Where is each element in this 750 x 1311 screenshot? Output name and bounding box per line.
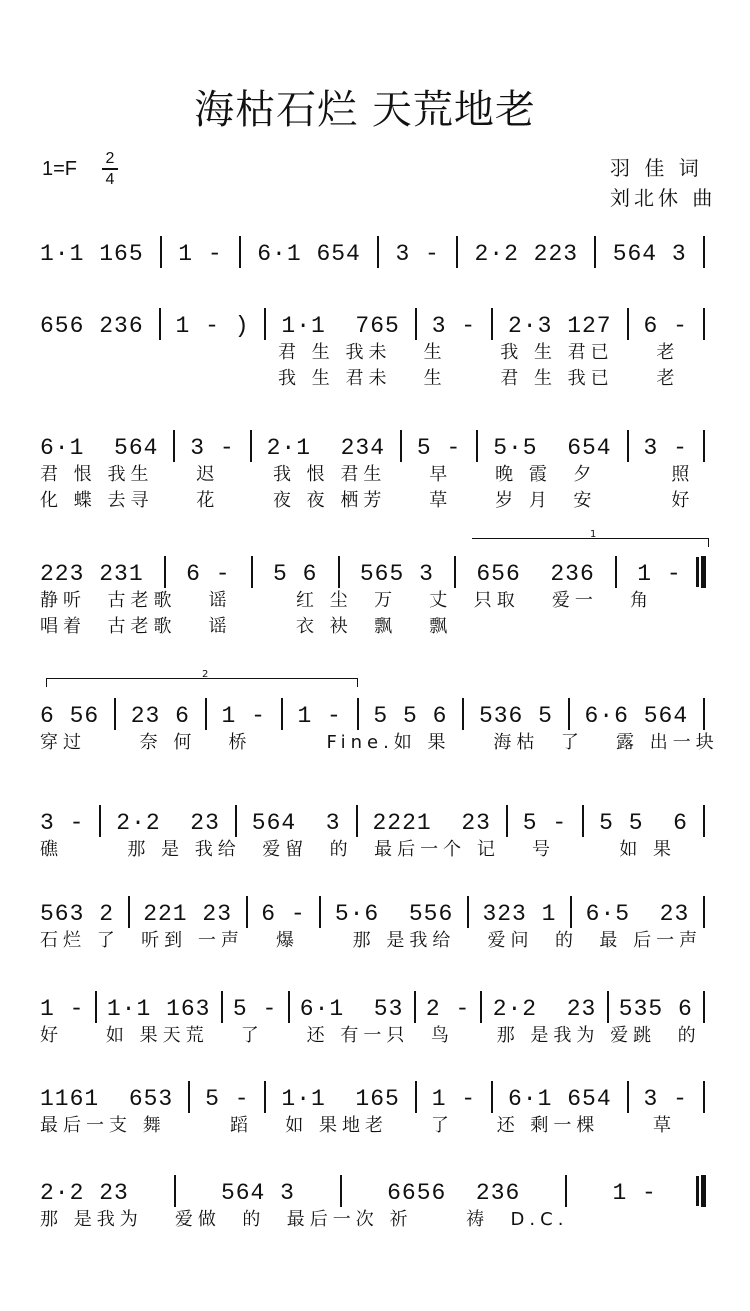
staff-system: [40, 422, 712, 514]
measure-row: [40, 228, 712, 268]
measure: 564 3: [251, 810, 341, 836]
barline: [264, 1081, 266, 1113]
barline: [357, 698, 359, 730]
barline: [164, 556, 166, 588]
staff-system: [40, 797, 712, 889]
barline: [491, 1081, 493, 1113]
barline: [462, 698, 464, 730]
barline: [491, 308, 493, 340]
lyric-line: 君 生 我未 生 我 生 君已 老: [278, 342, 680, 363]
barline: [627, 430, 629, 462]
lyric-line: 君 恨 我生 迟 我 恨 君生 早 晚 霞 夕 照: [40, 464, 695, 485]
composer-credit: 刘北休 曲: [610, 186, 717, 210]
barline: [99, 805, 101, 837]
staff-system: [40, 983, 712, 1075]
barline: [338, 556, 340, 588]
measure: 564 3: [612, 241, 687, 267]
measure: 1 -: [178, 241, 223, 267]
measure: 1 -: [221, 703, 266, 729]
measure: 6·1 564: [40, 435, 159, 461]
measure: 23 6: [130, 703, 190, 729]
measure: 1 -: [297, 703, 342, 729]
measure: 3 -: [190, 435, 235, 461]
lyric-line: [40, 1139, 712, 1165]
barline: [506, 805, 508, 837]
measure: 656 236: [476, 561, 595, 587]
barline: [221, 991, 223, 1023]
volta-bracket: [472, 529, 709, 547]
measure: 563 2: [40, 901, 115, 927]
lyric-line: 唱着 古老歌 谣 衣 袂 飘 飘: [40, 616, 453, 637]
measure-row: [40, 1073, 712, 1113]
barline: [340, 1175, 342, 1207]
measure: 223 231: [40, 561, 144, 587]
measure: 221 23: [143, 901, 233, 927]
barline: [415, 308, 417, 340]
lyric-line: 那 是我为 爱做 的 最后一次 祈 祷 D.C.: [40, 1209, 569, 1230]
measure: 5 5 6: [599, 810, 688, 836]
barline: [235, 805, 237, 837]
barline: [703, 991, 705, 1023]
barline: [114, 698, 116, 730]
measure-row: [40, 300, 712, 340]
measure: 2 -: [425, 996, 471, 1022]
measure: 6 -: [261, 901, 306, 927]
measure: 3 -: [431, 313, 477, 339]
measure: 656 236: [40, 313, 144, 339]
barline: [565, 1175, 567, 1207]
measure: 3 -: [395, 241, 440, 267]
measure: 2·2 23: [40, 1180, 129, 1206]
barline: [246, 896, 248, 928]
measure-row: [40, 690, 712, 730]
barline: [467, 896, 469, 928]
barline: [703, 896, 705, 928]
measure: 6 56: [40, 703, 100, 729]
lyric-line: [40, 756, 712, 782]
measure: 6656 236: [387, 1180, 521, 1206]
measure: 3 -: [643, 435, 688, 461]
barline: [568, 698, 570, 730]
measure: 6·1 654: [257, 241, 361, 267]
volta-number: 1: [590, 529, 597, 540]
staff-system: [40, 300, 712, 392]
barline: [414, 991, 416, 1023]
time-signature-top: 2: [105, 150, 115, 167]
barline: [701, 556, 706, 588]
barline: [188, 1081, 190, 1113]
measure: 564 3: [220, 1180, 295, 1206]
barline: [205, 698, 207, 730]
measure: 1·1 163: [106, 996, 211, 1022]
measure: 5 -: [232, 996, 278, 1022]
barline: [95, 991, 97, 1023]
measure: 5 -: [205, 1086, 250, 1112]
staff-system: [40, 669, 719, 782]
measure: 5 6: [272, 561, 318, 587]
measure: 6 -: [643, 313, 688, 339]
measure: 1 -: [40, 996, 85, 1022]
lyric-line: [40, 1049, 712, 1075]
measure: 6·1 53: [299, 996, 404, 1022]
barline: [250, 430, 252, 462]
staff-system: [40, 529, 712, 640]
measure: 1·1 765: [281, 313, 400, 339]
fraction-bar: [102, 168, 118, 170]
lyric-line: 穿过 奈 何 桥 Fine.如 果 海枯 了 露 出一块: [40, 732, 719, 753]
barline: [377, 236, 379, 268]
barline: [239, 236, 241, 268]
barline: [703, 698, 705, 730]
barline: [703, 805, 705, 837]
measure: 6·1 654: [508, 1086, 612, 1112]
measure: 536 5: [478, 703, 553, 729]
barline: [480, 991, 482, 1023]
barline: [264, 308, 266, 340]
measure: 5·5 654: [493, 435, 612, 461]
staff-system: [40, 888, 712, 980]
measure-row: [40, 797, 712, 837]
lyric-line: 石烂 了 听到 一声 爆 那 是我给 爱问 的 最 后一声: [40, 930, 703, 951]
key-signature: 1=F: [42, 158, 78, 180]
measure-row: [40, 983, 712, 1023]
time-signature: [102, 150, 118, 188]
measure-row: [40, 888, 712, 928]
barline: [703, 236, 705, 268]
staff-system: [40, 1073, 712, 1165]
song-title: 海枯石烂 天荒地老: [194, 87, 536, 133]
barline: [615, 556, 617, 588]
measure: 2·3 127: [507, 313, 612, 339]
measure: 2·1 234: [266, 435, 386, 461]
lyric-line: 化 蝶 去寻 花 夜 夜 栖芳 草 岁 月 安 好: [40, 490, 695, 511]
barline: [319, 896, 321, 928]
lyric-line: 好 如 果天荒 了 还 有一只 鸟 那 是我为 爱跳 的: [40, 1025, 701, 1046]
barline: [627, 308, 629, 340]
measure: 1 -: [431, 1086, 477, 1112]
barline: [174, 1175, 176, 1207]
measure: 5 -: [416, 435, 462, 461]
measure: 1 - ): [175, 313, 250, 339]
measure: 2·2 23: [116, 810, 220, 836]
measure: 1 -: [637, 561, 682, 587]
barline: [356, 805, 358, 837]
measure-row: [40, 1167, 712, 1207]
barline: [454, 556, 456, 588]
time-signature-bottom: 4: [105, 171, 115, 188]
measure: 1 -: [612, 1180, 657, 1206]
measure: 565 3: [359, 561, 434, 587]
measure: 2·2 23: [492, 996, 597, 1022]
measure: 3 -: [40, 810, 85, 836]
barline: [400, 430, 402, 462]
lyric-line: 静听 古老歌 谣 红 尘 万 丈 只取 爱一 角: [40, 590, 654, 611]
measure: 1161 653: [40, 1086, 174, 1112]
measure: 5·6 556: [334, 901, 454, 927]
lyric-line: 最后一支 舞 蹈 如 果地老 了 还 剩一棵 草: [40, 1115, 677, 1136]
barline: [476, 430, 478, 462]
barline: [160, 236, 162, 268]
measure: 535 6: [618, 996, 693, 1022]
lyric-line: [40, 954, 712, 980]
barline: [582, 805, 584, 837]
measure: 6·6 564: [584, 703, 689, 729]
volta-bracket: [46, 669, 358, 687]
measure: 323 1: [482, 901, 557, 927]
lyricist-credit: 羽 佳 词: [610, 156, 703, 180]
volta-number: 2: [202, 669, 209, 680]
barline: [456, 236, 458, 268]
barline: [701, 1175, 706, 1207]
barline: [173, 430, 175, 462]
staff-system: [40, 1167, 712, 1259]
barline: [607, 991, 609, 1023]
measure: 1·1 165: [40, 241, 144, 267]
lyric-line: [40, 863, 712, 889]
barline: [703, 430, 705, 462]
lyric-line: [40, 268, 712, 294]
measure: 3 -: [643, 1086, 688, 1112]
measure-row: [40, 422, 712, 462]
measure: 6 -: [186, 561, 231, 587]
measure: 2221 23: [372, 810, 491, 836]
barline: [415, 1081, 417, 1113]
lyric-line: 礁 那 是 我给 爱留 的 最后一个 记 号 如 果: [40, 839, 677, 860]
barline: [159, 308, 161, 340]
measure-row: [40, 548, 712, 588]
barline: [128, 896, 130, 928]
measure: 2·2 223: [474, 241, 579, 267]
measure: 5 5 6: [373, 703, 448, 729]
measure: 6·5 23: [585, 901, 690, 927]
barline: [281, 698, 283, 730]
lyric-line: [40, 1233, 712, 1259]
measure: 1·1 165: [281, 1086, 400, 1112]
barline: [703, 308, 705, 340]
barline: [288, 991, 290, 1023]
barline: [703, 1081, 705, 1113]
measure: 5 -: [522, 810, 568, 836]
barline: [627, 1081, 629, 1113]
barline: [251, 556, 253, 588]
barline: [594, 236, 596, 268]
barline: [570, 896, 572, 928]
lyric-line: 我 生 君未 生 君 生 我已 老: [278, 368, 680, 389]
